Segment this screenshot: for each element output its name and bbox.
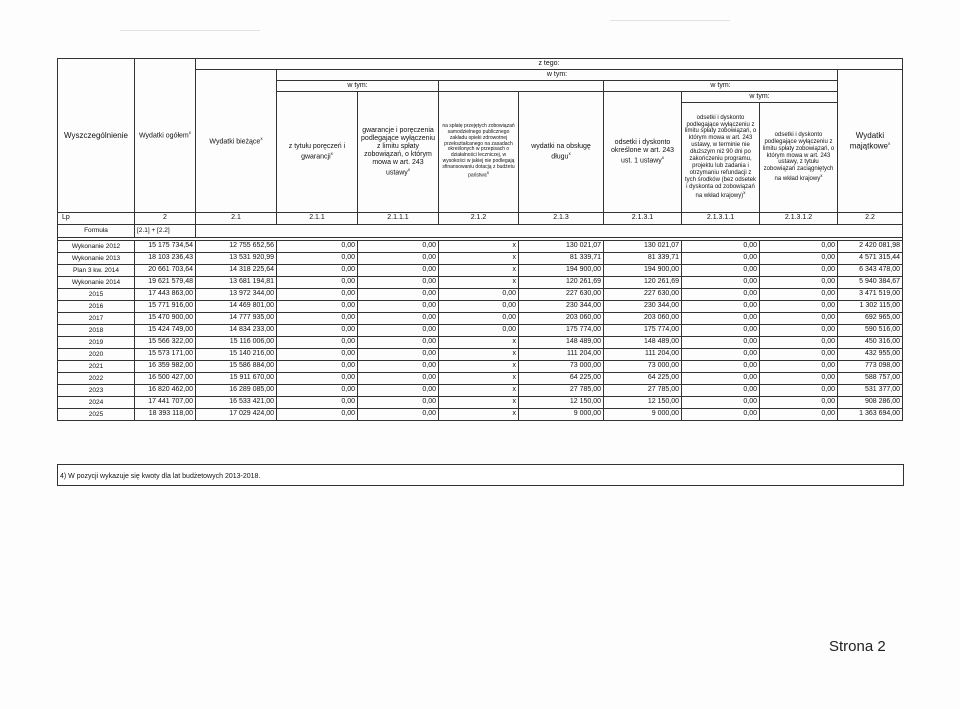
table-cell: 230 344,00 xyxy=(519,301,604,313)
table-cell: 16 289 085,00 xyxy=(196,385,277,397)
table-cell: x xyxy=(439,361,519,373)
table-cell: 13 681 194,81 xyxy=(196,277,277,289)
table-cell: 0,00 xyxy=(277,301,358,313)
table-cell: 130 021,07 xyxy=(604,241,682,253)
data-rows xyxy=(58,241,903,421)
table-row xyxy=(58,349,903,361)
table-cell: 0,00 xyxy=(277,265,358,277)
lp-code: 2.1.3.1.1 xyxy=(682,213,760,225)
table-cell: 73 000,00 xyxy=(519,361,604,373)
table-row xyxy=(58,373,903,385)
formula-row xyxy=(58,225,903,238)
table-cell: 12 755 652,56 xyxy=(196,241,277,253)
table-cell: 12 150,00 xyxy=(519,397,604,409)
table-cell: 0,00 xyxy=(760,397,838,409)
table-cell: 0,00 xyxy=(277,337,358,349)
col-odsetki-refundacja: odsetki i dyskonto podlegające wyłączeniu z limitu spłaty zobowiązań, o którym mowa w art. 243 ustawy, w terminie nie dłuższym niż 90 dni po zakończeniu programu, projektu lub zadania i otrzymaniu refundacji z tych środków (bez odsetek i dyskonta od zobowiązań na wkład krajowy)$^x$ xyxy=(682,103,760,213)
table-cell: 0,00 xyxy=(682,361,760,373)
table-cell: 15 586 884,00 xyxy=(196,361,277,373)
col-wydatki-majatkowe: Wydatki majątkowe$^x$ xyxy=(838,70,903,213)
table-cell: 0,00 xyxy=(682,349,760,361)
table-cell: 1 363 694,00 xyxy=(838,409,903,421)
table-cell: 15 771 916,00 xyxy=(135,301,196,313)
table-cell: 0,00 xyxy=(439,313,519,325)
table-cell: 0,00 xyxy=(277,397,358,409)
table-cell: 15 573 171,00 xyxy=(135,349,196,361)
table-cell: 0,00 xyxy=(358,313,439,325)
table-cell: 111 204,00 xyxy=(519,349,604,361)
table-cell: x xyxy=(439,337,519,349)
table-row xyxy=(58,301,903,313)
table-cell: 3 471 519,00 xyxy=(838,289,903,301)
table-cell: 0,00 xyxy=(760,301,838,313)
table-cell: 432 955,00 xyxy=(838,349,903,361)
footnote: 4) W pozycji wykazuje się kwoty dla lat budżetowych 2013-2018. xyxy=(60,473,261,480)
table-cell: 0,00 xyxy=(760,265,838,277)
table-cell: 0,00 xyxy=(358,385,439,397)
table-cell: 0,00 xyxy=(277,313,358,325)
col-odsetki-wklad: odsetki i dyskonto podlegające wyłączeniu z limitu spłaty zobowiązań, o którym mowa w art. 243 ustawy, z tytułu zobowiązań zaciągniętych na wkład krajowy$^x$ xyxy=(760,103,838,213)
row-label: 2022 xyxy=(58,373,135,385)
table-cell: 15 175 734,54 xyxy=(135,241,196,253)
table-row xyxy=(58,289,903,301)
table-cell: 27 785,00 xyxy=(519,385,604,397)
table-cell: 15 911 670,00 xyxy=(196,373,277,385)
table-cell: 0,00 xyxy=(358,241,439,253)
table-cell: 9 000,00 xyxy=(519,409,604,421)
header-w-tym: w tym: xyxy=(277,70,838,81)
lp-code: 2 xyxy=(135,213,196,225)
table-row xyxy=(58,397,903,409)
table-cell: 0,00 xyxy=(760,361,838,373)
table-cell: 230 344,00 xyxy=(604,301,682,313)
table-cell: x xyxy=(439,253,519,265)
table-cell: 227 630,00 xyxy=(604,289,682,301)
table-cell: 81 339,71 xyxy=(604,253,682,265)
table-cell: 0,00 xyxy=(682,277,760,289)
table-cell: 20 661 703,64 xyxy=(135,265,196,277)
table-cell: 14 777 935,00 xyxy=(196,313,277,325)
table-cell: x xyxy=(439,265,519,277)
table-cell: 0,00 xyxy=(358,301,439,313)
table-cell: 19 621 579,48 xyxy=(135,277,196,289)
col-odsetki-art: odsetki i dyskonto określone w art. 243 ust. 1 ustawy$^x$ xyxy=(604,92,682,213)
formula-value: [2.1] + [2.2] xyxy=(135,225,196,238)
row-label: 2025 xyxy=(58,409,135,421)
table-cell: 15 116 006,00 xyxy=(196,337,277,349)
page-number: Strona 2 xyxy=(829,638,886,655)
col-wydatki-ogolem: Wydatki ogółem$^x$ xyxy=(135,59,196,213)
table-cell: 0,00 xyxy=(277,325,358,337)
table-cell: 0,00 xyxy=(682,337,760,349)
header-z-tego: z tego: xyxy=(196,59,903,70)
header-w-tym-b: w tym: xyxy=(277,81,439,92)
row-label: 2017 xyxy=(58,313,135,325)
col-gwarancje: gwarancje i poręczenia podlegające wyłączeniu z limitu spłaty zobowiązań, o którym mowa w art. 243 ustawy$^x$ xyxy=(358,92,439,213)
row-label: Wykonanie 2013 xyxy=(58,253,135,265)
table-cell: x xyxy=(439,409,519,421)
table-cell: 0,00 xyxy=(439,301,519,313)
table-cell: 194 900,00 xyxy=(519,265,604,277)
table-cell: 15 470 900,00 xyxy=(135,313,196,325)
table-cell: 17 029 424,00 xyxy=(196,409,277,421)
table-cell: 0,00 xyxy=(277,253,358,265)
table-row xyxy=(58,265,903,277)
table-cell: 0,00 xyxy=(358,253,439,265)
row-label: 2015 xyxy=(58,289,135,301)
table-cell: 0,00 xyxy=(760,349,838,361)
table-cell: 0,00 xyxy=(760,385,838,397)
table-cell: 15 424 749,00 xyxy=(135,325,196,337)
row-label: 2020 xyxy=(58,349,135,361)
table-cell: 0,00 xyxy=(439,325,519,337)
table-cell: 0,00 xyxy=(760,289,838,301)
table-cell: 12 150,00 xyxy=(604,397,682,409)
col-wydatki-biezace: Wydatki bieżące$^x$ xyxy=(196,70,277,213)
table-row xyxy=(58,409,903,421)
table-cell: 0,00 xyxy=(358,409,439,421)
table-cell: 27 785,00 xyxy=(604,385,682,397)
table-cell: x xyxy=(439,277,519,289)
table-row xyxy=(58,337,903,349)
table-cell: 148 489,00 xyxy=(519,337,604,349)
table-cell: 0,00 xyxy=(682,241,760,253)
formula-empty xyxy=(196,225,903,238)
table-cell: 203 060,00 xyxy=(519,313,604,325)
table-cell: 9 000,00 xyxy=(604,409,682,421)
table-row xyxy=(58,313,903,325)
table-cell: 73 000,00 xyxy=(604,361,682,373)
table-cell: 0,00 xyxy=(682,385,760,397)
lp-code: 2.1.3.1 xyxy=(604,213,682,225)
scan-artifact xyxy=(120,30,260,31)
table-cell: 0,00 xyxy=(358,337,439,349)
table-cell: 0,00 xyxy=(277,373,358,385)
table-cell: 81 339,71 xyxy=(519,253,604,265)
header-w-tym-d: w tym: xyxy=(682,92,838,103)
lp-code: 2.1.1 xyxy=(277,213,358,225)
table-row xyxy=(58,325,903,337)
table-cell: 0,00 xyxy=(277,289,358,301)
table-cell: 450 316,00 xyxy=(838,337,903,349)
table-cell: 14 318 225,64 xyxy=(196,265,277,277)
table-cell: 18 103 236,43 xyxy=(135,253,196,265)
table-cell: x xyxy=(439,385,519,397)
table-cell: 588 757,00 xyxy=(838,373,903,385)
col-wyszczegolnienie: Wyszczególnienie xyxy=(58,59,135,213)
table-cell: 0,00 xyxy=(760,253,838,265)
row-label: Wykonanie 2012 xyxy=(58,241,135,253)
lp-code: 2.1.3 xyxy=(519,213,604,225)
table-cell: 0,00 xyxy=(358,289,439,301)
table-cell: 0,00 xyxy=(277,277,358,289)
table-cell: 0,00 xyxy=(760,373,838,385)
row-label: Plan 3 kw. 2014 xyxy=(58,265,135,277)
col-wydatki-dlug: wydatki na obsługę długu$^x$ xyxy=(519,92,604,213)
table-row xyxy=(58,253,903,265)
table-row xyxy=(58,277,903,289)
table-row xyxy=(58,241,903,253)
table-cell: 590 516,00 xyxy=(838,325,903,337)
scan-artifact xyxy=(610,20,730,21)
table-cell: 0,00 xyxy=(358,373,439,385)
table-cell: 14 469 801,00 xyxy=(196,301,277,313)
table-cell: 17 443 863,00 xyxy=(135,289,196,301)
table-cell: 5 940 384,67 xyxy=(838,277,903,289)
table-cell: 14 834 233,00 xyxy=(196,325,277,337)
table-cell: 0,00 xyxy=(358,361,439,373)
table-cell: 18 393 118,00 xyxy=(135,409,196,421)
table-cell: 0,00 xyxy=(682,373,760,385)
header-spacer xyxy=(439,81,604,92)
table-cell: x xyxy=(439,241,519,253)
table-cell: 4 571 315,44 xyxy=(838,253,903,265)
table-cell: 130 021,07 xyxy=(519,241,604,253)
table-cell: 16 820 462,00 xyxy=(135,385,196,397)
table-cell: 15 140 216,00 xyxy=(196,349,277,361)
table-cell: 13 531 920,99 xyxy=(196,253,277,265)
table-cell: 120 261,69 xyxy=(519,277,604,289)
lp-label: Lp xyxy=(58,213,135,225)
table-cell: 1 302 115,00 xyxy=(838,301,903,313)
formula-label: Formuła xyxy=(58,225,135,238)
table-cell: 227 630,00 xyxy=(519,289,604,301)
table-cell: x xyxy=(439,397,519,409)
table-cell: 6 343 478,00 xyxy=(838,265,903,277)
table-cell: 531 377,00 xyxy=(838,385,903,397)
row-label: 2016 xyxy=(58,301,135,313)
table-cell: 0,00 xyxy=(439,289,519,301)
table-cell: 0,00 xyxy=(277,361,358,373)
expenditure-table xyxy=(57,58,903,421)
lp-row xyxy=(58,213,903,225)
row-label: 2021 xyxy=(58,361,135,373)
table-cell: 0,00 xyxy=(682,289,760,301)
row-label: 2024 xyxy=(58,397,135,409)
lp-code: 2.1.2 xyxy=(439,213,519,225)
lp-code: 2.1 xyxy=(196,213,277,225)
table-cell: 0,00 xyxy=(277,409,358,421)
table-cell: 0,00 xyxy=(682,265,760,277)
table-cell: 16 500 427,00 xyxy=(135,373,196,385)
table-row xyxy=(58,385,903,397)
col-z-tytulu-poreczen: z tytułu poręczeń i gwarancji$^x$ xyxy=(277,92,358,213)
table-cell: 0,00 xyxy=(277,349,358,361)
table-cell: 0,00 xyxy=(682,301,760,313)
table-cell: 13 972 344,00 xyxy=(196,289,277,301)
table-cell: 64 225,00 xyxy=(519,373,604,385)
table-cell: 0,00 xyxy=(760,241,838,253)
table-cell: 0,00 xyxy=(682,253,760,265)
table-cell: 0,00 xyxy=(760,313,838,325)
table-cell: 0,00 xyxy=(358,277,439,289)
row-label: 2019 xyxy=(58,337,135,349)
table-cell: 0,00 xyxy=(682,397,760,409)
table-cell: 175 774,00 xyxy=(519,325,604,337)
lp-code: 2.2 xyxy=(838,213,903,225)
table-cell: 692 965,00 xyxy=(838,313,903,325)
table-cell: 111 204,00 xyxy=(604,349,682,361)
table-cell: 148 489,00 xyxy=(604,337,682,349)
table-cell: 17 441 707,00 xyxy=(135,397,196,409)
table-cell: 0,00 xyxy=(760,409,838,421)
table-cell: 194 900,00 xyxy=(604,265,682,277)
table-cell: 16 533 421,00 xyxy=(196,397,277,409)
table-cell: 0,00 xyxy=(358,325,439,337)
table-cell: 203 060,00 xyxy=(604,313,682,325)
table-cell: 0,00 xyxy=(358,349,439,361)
header-w-tym-c: w tym: xyxy=(604,81,838,92)
lp-code: 2.1.3.1.2 xyxy=(760,213,838,225)
table-cell: 908 286,00 xyxy=(838,397,903,409)
table-cell: 175 774,00 xyxy=(604,325,682,337)
lp-code: 2.1.1.1 xyxy=(358,213,439,225)
table-cell: 0,00 xyxy=(277,385,358,397)
row-label: 2023 xyxy=(58,385,135,397)
table-cell: 2 420 081,98 xyxy=(838,241,903,253)
table-cell: 0,00 xyxy=(760,277,838,289)
table-cell: 120 261,69 xyxy=(604,277,682,289)
table-cell: 0,00 xyxy=(682,409,760,421)
table-cell: 0,00 xyxy=(358,397,439,409)
table-cell: x xyxy=(439,349,519,361)
table-cell: 773 098,00 xyxy=(838,361,903,373)
table-cell: 16 359 982,00 xyxy=(135,361,196,373)
table-cell: 64 225,00 xyxy=(604,373,682,385)
table-cell: 15 566 322,00 xyxy=(135,337,196,349)
table-row xyxy=(58,361,903,373)
row-label: 2018 xyxy=(58,325,135,337)
table-cell: 0,00 xyxy=(760,325,838,337)
col-na-splate: na spłatę przejętych zobowiązań samodzielnego publicznego zakładu opieki zdrowotnej przekształcanego na zasadach określonych w przepisach o działalności leczniczej, w wysokości w jakiej nie podlegają sfinansowaniu dotacją z budżetu państwa$^x$ xyxy=(439,92,519,213)
row-label: Wykonanie 2014 xyxy=(58,277,135,289)
table-cell: x xyxy=(439,373,519,385)
table-cell: 0,00 xyxy=(358,265,439,277)
table-cell: 0,00 xyxy=(682,313,760,325)
table-cell: 0,00 xyxy=(682,325,760,337)
table-cell: 0,00 xyxy=(760,337,838,349)
table-cell: 0,00 xyxy=(277,241,358,253)
